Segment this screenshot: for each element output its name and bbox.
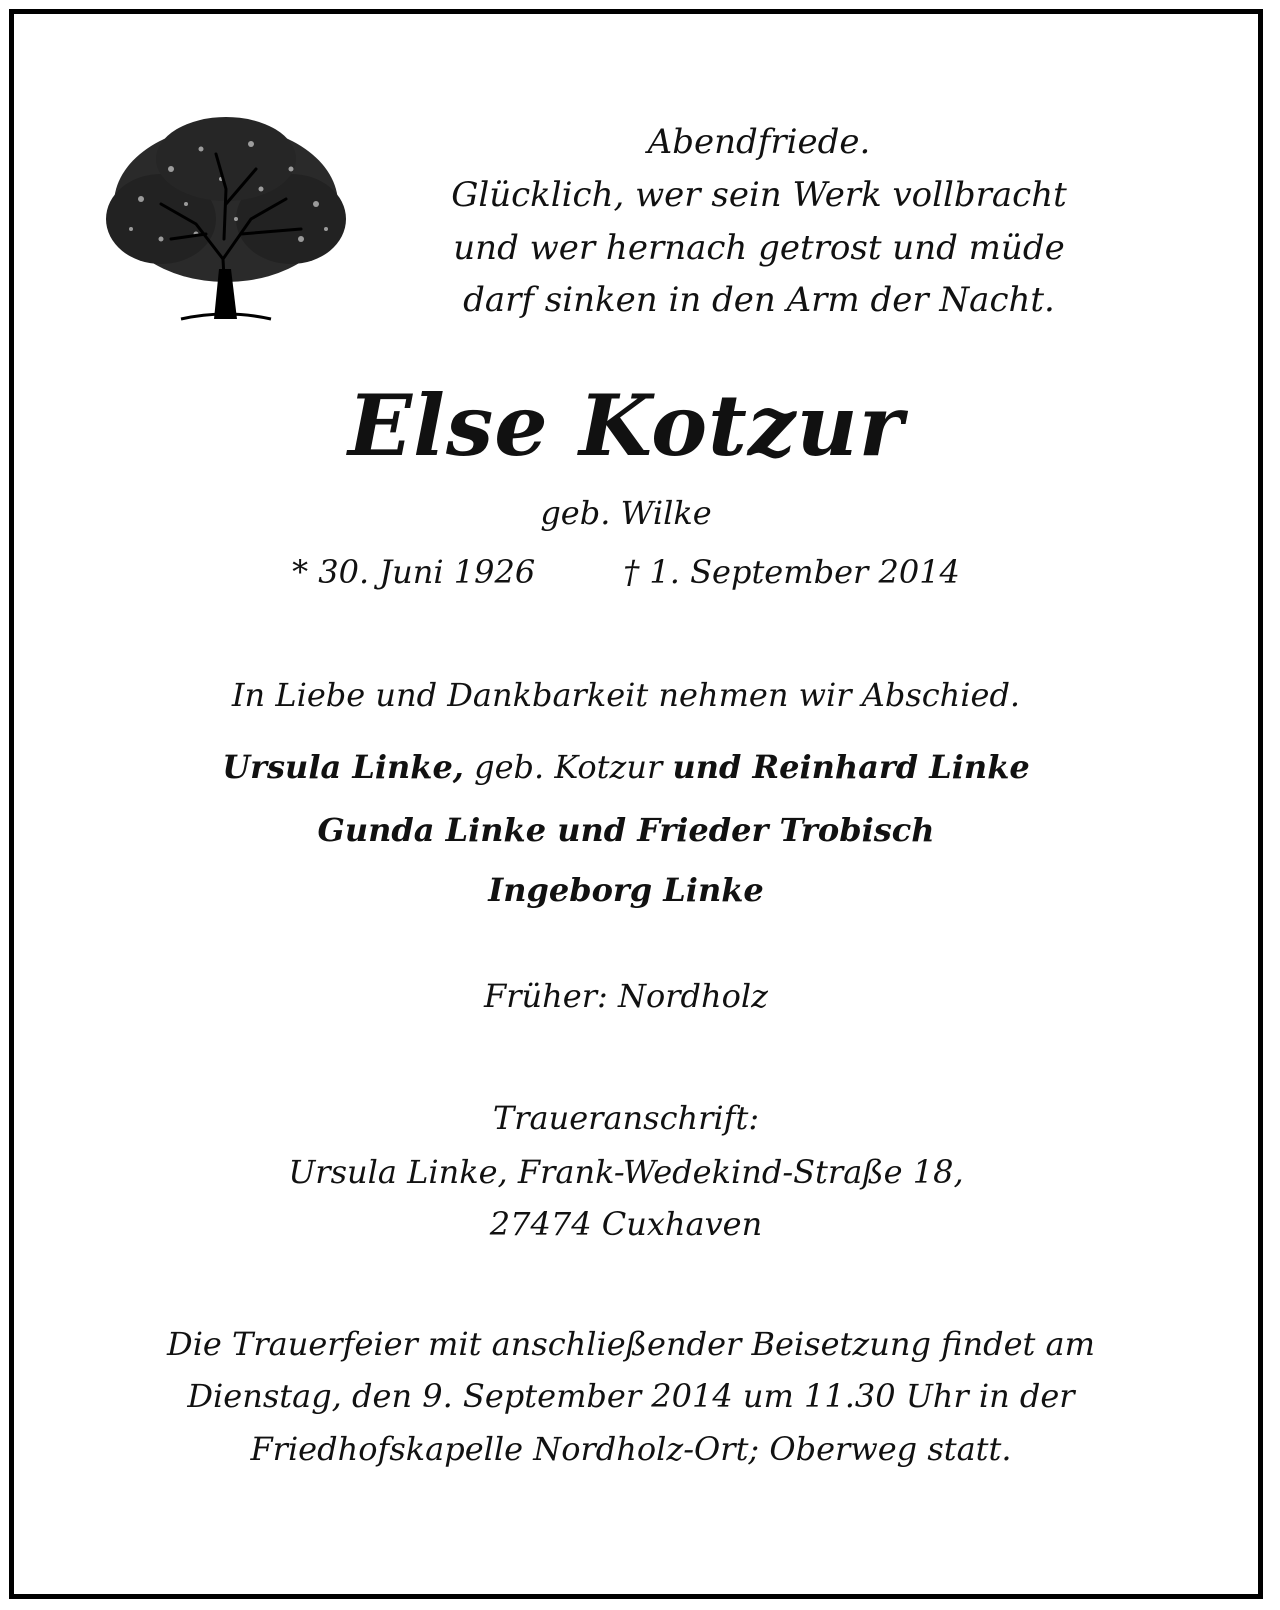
- obituary-frame: [9, 9, 1263, 1599]
- mourner-maiden-name: geb. Kotzur: [463, 748, 673, 786]
- poem-line-4: darf sinken in den Arm der Nacht.: [463, 280, 1055, 320]
- poem-line-3: und wer hernach getrost und müde: [453, 228, 1065, 268]
- poem-line-2: Glücklich, wer sein Werk vollbracht: [451, 175, 1067, 215]
- ceremony-line-3: Friedhofskapelle Nordholz-Ort; Oberweg statt.: [250, 1430, 1012, 1468]
- address-label: Traueranschrift:: [492, 1099, 760, 1137]
- mourners-line-2: Gunda Linke und Frieder Trobisch: [317, 811, 935, 849]
- ceremony-line-1: Die Trauerfeier mit anschließender Beisetzung findet am: [167, 1325, 1095, 1363]
- address-line-1: Ursula Linke, Frank-Wedekind-Straße 18,: [288, 1153, 964, 1191]
- mourner-ursula: Ursula Linke,: [222, 748, 464, 786]
- poem-line-1: Abendfriede.: [647, 122, 871, 162]
- mourner-reinhard: und Reinhard Linke: [672, 748, 1030, 786]
- birth-date: * 30. Juni 1926: [292, 553, 536, 591]
- deceased-name: Else Kotzur: [348, 376, 904, 475]
- life-dates: [4, 553, 1248, 591]
- farewell-line: In Liebe und Dankbarkeit nehmen wir Abschied.: [231, 676, 1021, 714]
- ceremony-line-2: Dienstag, den 9. September 2014 um 11.30 Uhr in der: [187, 1377, 1075, 1415]
- death-date: † 1. September 2014: [623, 553, 960, 591]
- address-line-2: 27474 Cuxhaven: [489, 1205, 763, 1243]
- maiden-name: geb. Wilke: [540, 494, 712, 532]
- mourners-line-3: Ingeborg Linke: [488, 871, 764, 909]
- formerly-line: Früher: Nordholz: [484, 977, 768, 1015]
- mourners-line-1: [4, 748, 1248, 786]
